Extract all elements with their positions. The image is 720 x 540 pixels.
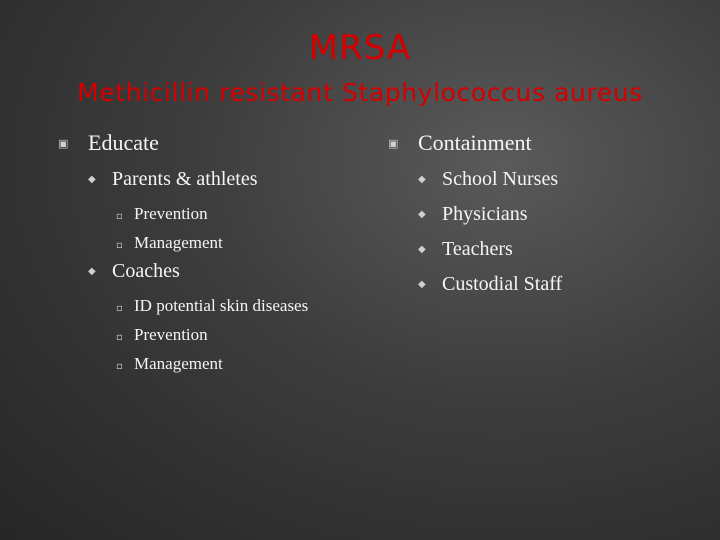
small-square-bullet-icon: ▫ [116, 240, 123, 251]
bullet-label: ID potential skin diseases [134, 296, 309, 315]
bullet-school-nurses [388, 168, 708, 203]
bullet-label: Educate [88, 130, 159, 155]
slide-subtitle: Methicillin resistant Staphylococcus aureus [77, 78, 643, 107]
slide-title: MRSA [308, 28, 412, 68]
bullet-label: Custodial Staff [442, 273, 563, 295]
fleuron-bullet-icon: ◆ [418, 279, 426, 290]
bullet-label: Physicians [442, 203, 528, 225]
bullet-prevention [58, 323, 358, 347]
small-square-bullet-icon: ▫ [116, 303, 123, 314]
bullet-label: Parents & athletes [112, 168, 258, 190]
bullet-educate [58, 130, 358, 168]
fleuron-bullet-icon: ◆ [88, 266, 96, 277]
bullet-parents-athletes [58, 168, 358, 202]
bullet-label: Containment [418, 130, 532, 155]
small-square-bullet-icon: ▫ [116, 332, 123, 343]
square-bullet-icon: ▣ [58, 137, 69, 150]
fleuron-bullet-icon: ◆ [418, 209, 426, 220]
bullet-coaches [58, 260, 358, 294]
bullet-management [58, 231, 358, 255]
bullet-teachers [388, 238, 708, 273]
bullet-label: Management [134, 233, 223, 252]
left-column [58, 130, 358, 381]
small-square-bullet-icon: ▫ [116, 211, 123, 222]
bullet-label: Prevention [134, 204, 208, 223]
bullet-custodial-staff [388, 273, 708, 308]
bullet-physicians [388, 203, 708, 238]
bullet-label: School Nurses [442, 168, 559, 190]
right-column [388, 130, 708, 308]
bullet-management [58, 352, 358, 376]
bullet-label: Prevention [134, 325, 208, 344]
fleuron-bullet-icon: ◆ [418, 244, 426, 255]
fleuron-bullet-icon: ◆ [88, 174, 96, 185]
bullet-label: Management [134, 354, 223, 373]
bullet-label: Coaches [112, 260, 180, 282]
bullet-id-skin-diseases [58, 294, 314, 318]
bullet-label: Teachers [442, 238, 513, 260]
bullet-prevention [58, 202, 358, 226]
small-square-bullet-icon: ▫ [116, 361, 123, 372]
fleuron-bullet-icon: ◆ [418, 174, 426, 185]
square-bullet-icon: ▣ [388, 137, 399, 150]
bullet-containment [388, 130, 708, 168]
